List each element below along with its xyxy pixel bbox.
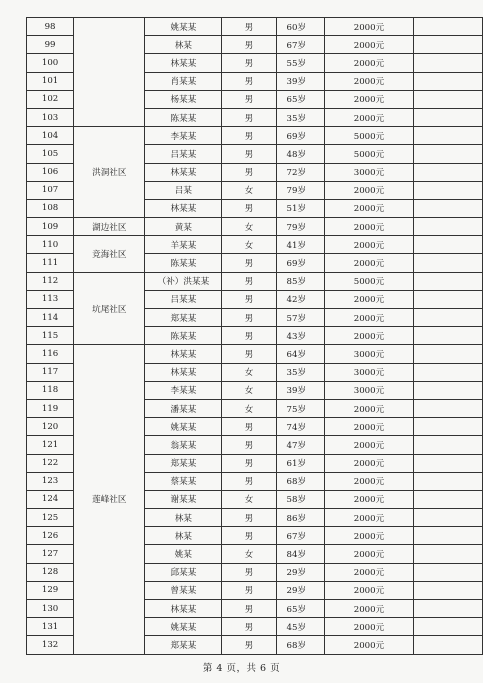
table-row — [27, 127, 483, 145]
row-number-cell: 124 — [27, 490, 74, 508]
amount-cell: 2000元 — [325, 618, 414, 636]
name-cell: 吕某某 — [145, 290, 222, 308]
note-cell — [413, 581, 482, 599]
name-cell: 姚某某 — [145, 618, 222, 636]
amount-cell: 2000元 — [325, 527, 414, 545]
age-cell: 68岁 — [276, 472, 325, 490]
gender-cell: 男 — [222, 309, 276, 327]
name-cell: 李某某 — [145, 381, 222, 399]
age-cell: 29岁 — [276, 563, 325, 581]
row-number-cell: 121 — [27, 436, 74, 454]
amount-cell: 3000元 — [325, 163, 414, 181]
community-cell: 竞海社区 — [74, 236, 145, 272]
row-number-cell: 107 — [27, 181, 74, 199]
note-cell — [413, 436, 482, 454]
amount-cell: 2000元 — [325, 454, 414, 472]
age-cell: 86岁 — [276, 509, 325, 527]
amount-cell: 2000元 — [325, 36, 414, 54]
amount-cell: 5000元 — [325, 145, 414, 163]
gender-cell: 男 — [222, 636, 276, 654]
row-number-cell: 130 — [27, 600, 74, 618]
name-cell: 姚某某 — [145, 18, 222, 36]
note-cell — [413, 363, 482, 381]
gender-cell: 女 — [222, 545, 276, 563]
age-cell: 64岁 — [276, 345, 325, 363]
gender-cell: 男 — [222, 327, 276, 345]
amount-cell: 2000元 — [325, 254, 414, 272]
row-number-cell: 115 — [27, 327, 74, 345]
name-cell: 曾某某 — [145, 581, 222, 599]
age-cell: 39岁 — [276, 72, 325, 90]
age-cell: 65岁 — [276, 90, 325, 108]
note-cell — [413, 345, 482, 363]
gender-cell: 男 — [222, 18, 276, 36]
gender-cell: 男 — [222, 345, 276, 363]
age-cell: 61岁 — [276, 454, 325, 472]
note-cell — [413, 545, 482, 563]
name-cell: 郑某某 — [145, 454, 222, 472]
age-cell: 45岁 — [276, 618, 325, 636]
name-cell: 谢某某 — [145, 490, 222, 508]
note-cell — [413, 563, 482, 581]
amount-cell: 2000元 — [325, 90, 414, 108]
amount-cell: 2000元 — [325, 509, 414, 527]
amount-cell: 2000元 — [325, 399, 414, 417]
gender-cell: 男 — [222, 454, 276, 472]
name-cell: 林某某 — [145, 163, 222, 181]
community-cell: 莲峰社区 — [74, 345, 145, 654]
gender-cell: 男 — [222, 581, 276, 599]
age-cell: 69岁 — [276, 254, 325, 272]
note-cell — [413, 127, 482, 145]
amount-cell: 5000元 — [325, 272, 414, 290]
amount-cell: 2000元 — [325, 218, 414, 236]
gender-cell: 男 — [222, 290, 276, 308]
note-cell — [413, 72, 482, 90]
row-number-cell: 129 — [27, 581, 74, 599]
name-cell: 林某 — [145, 509, 222, 527]
row-number-cell: 132 — [27, 636, 74, 654]
age-cell: 67岁 — [276, 36, 325, 54]
name-cell: 林某某 — [145, 345, 222, 363]
amount-cell: 2000元 — [325, 490, 414, 508]
amount-cell: 2000元 — [325, 309, 414, 327]
amount-cell: 2000元 — [325, 581, 414, 599]
gender-cell: 女 — [222, 181, 276, 199]
note-cell — [413, 454, 482, 472]
age-cell: 35岁 — [276, 363, 325, 381]
note-cell — [413, 163, 482, 181]
gender-cell: 男 — [222, 563, 276, 581]
age-cell: 43岁 — [276, 327, 325, 345]
note-cell — [413, 309, 482, 327]
gender-cell: 男 — [222, 618, 276, 636]
row-number-cell: 118 — [27, 381, 74, 399]
row-number-cell: 99 — [27, 36, 74, 54]
note-cell — [413, 272, 482, 290]
amount-cell: 2000元 — [325, 436, 414, 454]
gender-cell: 男 — [222, 272, 276, 290]
amount-cell: 2000元 — [325, 636, 414, 654]
row-number-cell: 110 — [27, 236, 74, 254]
age-cell: 51岁 — [276, 199, 325, 217]
community-cell — [74, 18, 145, 127]
age-cell: 85岁 — [276, 272, 325, 290]
age-cell: 68岁 — [276, 636, 325, 654]
gender-cell: 男 — [222, 127, 276, 145]
name-cell: 林某某 — [145, 54, 222, 72]
note-cell — [413, 108, 482, 126]
table-row — [27, 18, 483, 36]
name-cell: 吕某 — [145, 181, 222, 199]
roster-body — [27, 18, 483, 655]
note-cell — [413, 254, 482, 272]
name-cell: （补）洪某某 — [145, 272, 222, 290]
gender-cell: 男 — [222, 54, 276, 72]
name-cell: 郑某某 — [145, 636, 222, 654]
gender-cell: 女 — [222, 363, 276, 381]
age-cell: 84岁 — [276, 545, 325, 563]
gender-cell: 男 — [222, 254, 276, 272]
row-number-cell: 98 — [27, 18, 74, 36]
note-cell — [413, 472, 482, 490]
community-cell: 坑尾社区 — [74, 272, 145, 345]
row-number-cell: 128 — [27, 563, 74, 581]
roster-table — [26, 17, 483, 655]
amount-cell: 2000元 — [325, 545, 414, 563]
note-cell — [413, 381, 482, 399]
age-cell: 79岁 — [276, 218, 325, 236]
gender-cell: 男 — [222, 199, 276, 217]
row-number-cell: 102 — [27, 90, 74, 108]
row-number-cell: 100 — [27, 54, 74, 72]
table-row — [27, 272, 483, 290]
age-cell: 67岁 — [276, 527, 325, 545]
age-cell: 48岁 — [276, 145, 325, 163]
gender-cell: 女 — [222, 490, 276, 508]
row-number-cell: 114 — [27, 309, 74, 327]
gender-cell: 男 — [222, 72, 276, 90]
amount-cell: 3000元 — [325, 345, 414, 363]
name-cell: 吕某某 — [145, 145, 222, 163]
gender-cell: 男 — [222, 436, 276, 454]
gender-cell: 女 — [222, 381, 276, 399]
name-cell: 陈某某 — [145, 108, 222, 126]
note-cell — [413, 418, 482, 436]
amount-cell: 2000元 — [325, 236, 414, 254]
age-cell: 39岁 — [276, 381, 325, 399]
row-number-cell: 131 — [27, 618, 74, 636]
gender-cell: 男 — [222, 418, 276, 436]
gender-cell: 男 — [222, 145, 276, 163]
age-cell: 35岁 — [276, 108, 325, 126]
amount-cell: 2000元 — [325, 108, 414, 126]
gender-cell: 男 — [222, 36, 276, 54]
gender-cell: 男 — [222, 509, 276, 527]
amount-cell: 2000元 — [325, 418, 414, 436]
row-number-cell: 120 — [27, 418, 74, 436]
note-cell — [413, 636, 482, 654]
gender-cell: 女 — [222, 236, 276, 254]
age-cell: 60岁 — [276, 18, 325, 36]
age-cell: 65岁 — [276, 600, 325, 618]
amount-cell: 5000元 — [325, 127, 414, 145]
name-cell: 邱某某 — [145, 563, 222, 581]
name-cell: 姚某 — [145, 545, 222, 563]
table-row — [27, 218, 483, 236]
amount-cell: 3000元 — [325, 363, 414, 381]
age-cell: 47岁 — [276, 436, 325, 454]
amount-cell: 2000元 — [325, 181, 414, 199]
name-cell: 杨某某 — [145, 90, 222, 108]
note-cell — [413, 509, 482, 527]
amount-cell: 2000元 — [325, 563, 414, 581]
note-cell — [413, 399, 482, 417]
name-cell: 黄某 — [145, 218, 222, 236]
row-number-cell: 105 — [27, 145, 74, 163]
row-number-cell: 111 — [27, 254, 74, 272]
name-cell: 翁某某 — [145, 436, 222, 454]
name-cell: 姚某某 — [145, 418, 222, 436]
amount-cell: 2000元 — [325, 290, 414, 308]
note-cell — [413, 618, 482, 636]
row-number-cell: 109 — [27, 218, 74, 236]
age-cell: 79岁 — [276, 181, 325, 199]
age-cell: 42岁 — [276, 290, 325, 308]
age-cell: 57岁 — [276, 309, 325, 327]
age-cell: 69岁 — [276, 127, 325, 145]
community-cell: 湖边社区 — [74, 218, 145, 236]
age-cell: 75岁 — [276, 399, 325, 417]
row-number-cell: 119 — [27, 399, 74, 417]
amount-cell: 2000元 — [325, 199, 414, 217]
row-number-cell: 123 — [27, 472, 74, 490]
row-number-cell: 104 — [27, 127, 74, 145]
note-cell — [413, 181, 482, 199]
amount-cell: 3000元 — [325, 381, 414, 399]
note-cell — [413, 600, 482, 618]
row-number-cell: 127 — [27, 545, 74, 563]
note-cell — [413, 327, 482, 345]
note-cell — [413, 490, 482, 508]
gender-cell: 男 — [222, 600, 276, 618]
community-cell: 洪洞社区 — [74, 127, 145, 218]
gender-cell: 男 — [222, 527, 276, 545]
amount-cell: 2000元 — [325, 472, 414, 490]
row-number-cell: 117 — [27, 363, 74, 381]
name-cell: 林某 — [145, 527, 222, 545]
name-cell: 林某某 — [145, 600, 222, 618]
age-cell: 41岁 — [276, 236, 325, 254]
name-cell: 郑某某 — [145, 309, 222, 327]
amount-cell: 2000元 — [325, 327, 414, 345]
gender-cell: 男 — [222, 163, 276, 181]
age-cell: 55岁 — [276, 54, 325, 72]
note-cell — [413, 90, 482, 108]
note-cell — [413, 54, 482, 72]
row-number-cell: 106 — [27, 163, 74, 181]
row-number-cell: 113 — [27, 290, 74, 308]
row-number-cell: 103 — [27, 108, 74, 126]
amount-cell: 2000元 — [325, 18, 414, 36]
table-row — [27, 236, 483, 254]
gender-cell: 男 — [222, 472, 276, 490]
note-cell — [413, 236, 482, 254]
row-number-cell: 116 — [27, 345, 74, 363]
row-number-cell: 126 — [27, 527, 74, 545]
name-cell: 李某某 — [145, 127, 222, 145]
name-cell: 林某 — [145, 36, 222, 54]
age-cell: 74岁 — [276, 418, 325, 436]
row-number-cell: 125 — [27, 509, 74, 527]
age-cell: 58岁 — [276, 490, 325, 508]
gender-cell: 女 — [222, 399, 276, 417]
age-cell: 29岁 — [276, 581, 325, 599]
name-cell: 林某某 — [145, 363, 222, 381]
row-number-cell: 101 — [27, 72, 74, 90]
row-number-cell: 122 — [27, 454, 74, 472]
name-cell: 蔡某某 — [145, 472, 222, 490]
name-cell: 陈某某 — [145, 254, 222, 272]
table-row — [27, 345, 483, 363]
page-footer: 第 4 页，共 6 页 — [202, 663, 281, 674]
name-cell: 肖某某 — [145, 72, 222, 90]
note-cell — [413, 199, 482, 217]
gender-cell: 女 — [222, 218, 276, 236]
name-cell: 潘某某 — [145, 399, 222, 417]
row-number-cell: 108 — [27, 199, 74, 217]
note-cell — [413, 18, 482, 36]
amount-cell: 2000元 — [325, 600, 414, 618]
amount-cell: 2000元 — [325, 72, 414, 90]
amount-cell: 2000元 — [325, 54, 414, 72]
gender-cell: 男 — [222, 108, 276, 126]
gender-cell: 男 — [222, 90, 276, 108]
name-cell: 林某某 — [145, 199, 222, 217]
note-cell — [413, 145, 482, 163]
note-cell — [413, 290, 482, 308]
note-cell — [413, 527, 482, 545]
age-cell: 72岁 — [276, 163, 325, 181]
name-cell: 羊某某 — [145, 236, 222, 254]
note-cell — [413, 218, 482, 236]
name-cell: 陈某某 — [145, 327, 222, 345]
row-number-cell: 112 — [27, 272, 74, 290]
note-cell — [413, 36, 482, 54]
